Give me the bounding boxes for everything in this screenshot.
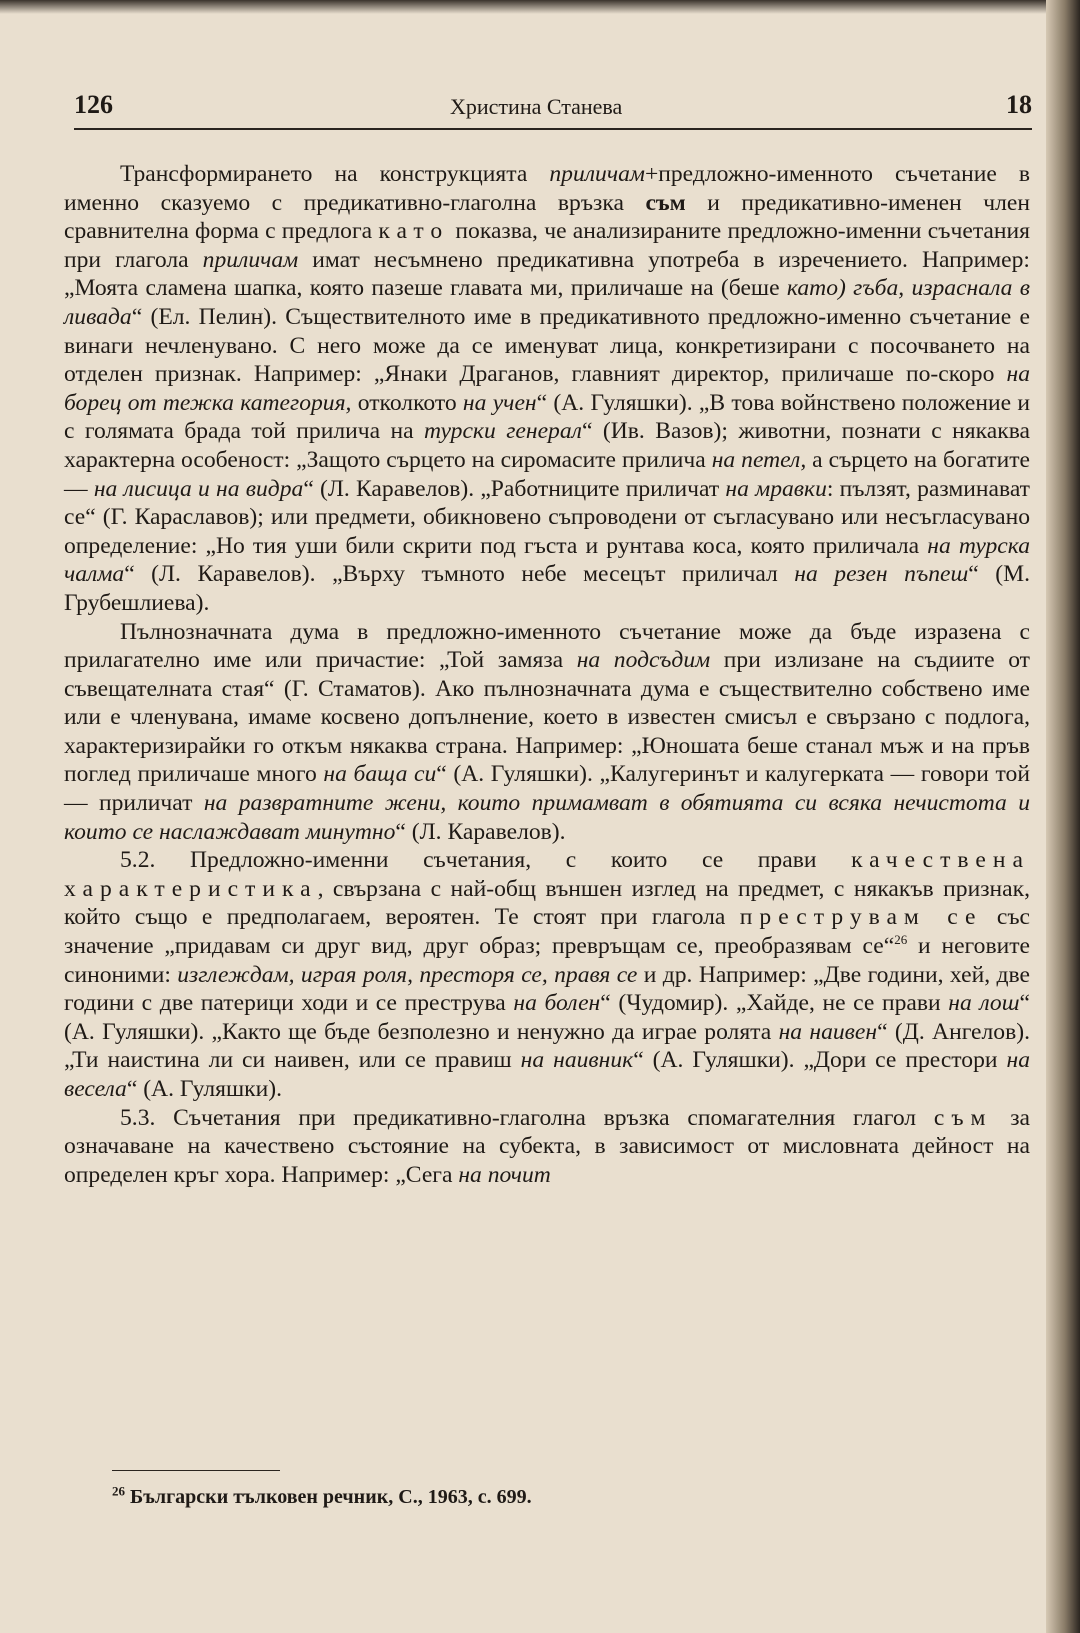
text-run: и др. Например: „Две години, хей, две години с две патерици ходи и се преструва xyxy=(64,961,1030,1017)
footnote-rule xyxy=(112,1470,280,1471)
text-run: +предложно-именното съчетание в именно сказуемо с предикативно-глаголна връзка xyxy=(64,161,1031,216)
text-run: за означаване на качествено състояние на субекта, в зависимост от мисловната дейност на определен кръг хора. Например: „Сега xyxy=(64,1104,1030,1188)
italic-text: на развратните жени, които примамват в обятията си всяка нечистота и които се наслаждават минутно xyxy=(64,790,1030,845)
italic-text: на лош xyxy=(948,990,1020,1017)
paragraph xyxy=(64,618,1030,847)
text-run: при излизане на съдиите от съвещателната стая“ (Г. Стаматов). Ако пълнозначната дума е съществително собствено име или е членувана, имаме косвено допълнение, което в известен смисъл е свързано с подлога, характеризирайки го откъм някаква страна. Например: „Юношата беше станал мъж и на пръв поглед приличаше много xyxy=(64,647,1030,788)
italic-text: на учен xyxy=(462,389,537,416)
text-run: “ (Д. Ангелов). „Ти наистина ли си наивен, или се правиш xyxy=(64,1018,1030,1074)
italic-text: на болен xyxy=(513,990,601,1017)
text-run: “ (А. Гуляшки). xyxy=(126,1076,283,1102)
italic-text: на борец от тежка категория, xyxy=(64,361,1030,416)
paragraph xyxy=(64,160,1030,618)
text-run: “ (Чудомир). „Хайде, не се прави xyxy=(600,990,949,1017)
footnote-text: Български тълковен речник, С., 1963, с. 699. xyxy=(125,1486,532,1508)
body-text xyxy=(64,160,1030,1189)
italic-text: на мравки xyxy=(725,475,827,502)
text-run: и предикативно-именен член сравнителна форма с предлога xyxy=(64,189,1030,245)
section-number: 18 xyxy=(1006,90,1032,119)
text-run: “ (Л. Каравелов). xyxy=(395,818,566,845)
footnote-ref: 26 xyxy=(894,932,908,948)
paragraph xyxy=(64,1104,1030,1190)
italic-text: на подсъдим xyxy=(576,647,711,674)
text-run: “ (М. Грубешлиева). xyxy=(64,561,1030,616)
header-rule xyxy=(74,128,1032,130)
text-run: : пълзят, разминават се“ (Г. Караславов); или предмети, обикновено съпроводени от съгласувано или несъгласувано определение: „Но тия уши били скрити под гъста и рунтава коса, която приличала xyxy=(64,475,1030,559)
italic-text: на лисица и на видра xyxy=(93,475,304,502)
spaced-text: съм xyxy=(933,1104,993,1131)
spaced-text: като xyxy=(378,218,450,245)
text-run: , свързана с най-общ външен изглед на предмет, с някакъв признак, който също е предполагаем, вероятен. Те стоят при глагола xyxy=(64,875,1030,931)
text-run: съм xyxy=(645,189,686,216)
text-run: Трансформирането на конструкцията xyxy=(120,161,550,187)
italic-text: на баща си xyxy=(323,761,437,788)
spaced-text: преструвам се xyxy=(739,904,983,931)
paragraph xyxy=(64,846,1030,1103)
italic-text: приличам xyxy=(202,246,299,273)
italic-text: като) гъба, израснала в ливада xyxy=(64,275,1030,330)
italic-text: на почит xyxy=(458,1161,551,1188)
text-run: а сърцето на богатите — xyxy=(64,446,1031,502)
text-run: “ (Ив. Вазов); животни, познати с някаква характерна особеност: „Защото сърцето на сиромасите прилича xyxy=(64,418,1030,473)
text-run: “ (А. Гуляшки). „Дори се престори xyxy=(633,1047,1007,1074)
text-run: “ (А. Гуляшки). „Както ще бъде безполезно и ненужно да играе ролята xyxy=(64,990,1030,1045)
italic-text: приличам xyxy=(549,161,645,187)
text-run: “ (А. Гуляшки). „В това войнствено положение и с голямата брада той прилича на xyxy=(64,389,1030,445)
italic-text: турски генерал xyxy=(424,418,582,445)
italic-text: изглеждам, играя роля, престоря се, правя се xyxy=(177,961,638,988)
text-run: Пълнозначната дума в предложно-именното съчетание може да бъде изразена с прилагателно име или причастие: „Той замяза xyxy=(64,618,1030,674)
text-run: “ (Ел. Пелин). Съществителното име в предикативното предложно-именно съчетание е винаги нечленувано. С него може да се именуват лица, конкретизирани с посочването на отделен признак. Например: „Янаки Драганов, главният директор, приличаше по-скоро xyxy=(64,303,1030,388)
text-run: и неговите синоними: xyxy=(64,933,1030,988)
page-number: 126 xyxy=(74,90,113,119)
text-run: “ (Л. Каравелов). „Работниците приличат xyxy=(303,475,726,502)
text-run: 5.2. Предложно-именни съчетания, с които се прави xyxy=(120,847,852,874)
text-run: 5.3. Съчетания при предикативно-глаголна връзка спомагателния глагол xyxy=(120,1104,934,1131)
footnote xyxy=(112,1483,992,1509)
text-run: имат несъмнено предикативна употреба в изречението. Например: „Моята сламена шапка, която пазеше главата ми, приличаше на (беше xyxy=(64,246,1030,302)
italic-text: на весела xyxy=(64,1047,1030,1102)
text-run: отколкото xyxy=(351,389,463,416)
text-run: със значение „придавам си друг вид, друг образ; превръщам се, преобразявам се“ xyxy=(64,904,1030,960)
spaced-text: качествена характеристика xyxy=(64,847,1030,902)
book-spine-edge xyxy=(1046,0,1080,1633)
italic-text: на резен пъпеш xyxy=(794,561,969,588)
italic-text: на наивен xyxy=(778,1018,878,1045)
running-title: Христина Станева xyxy=(450,94,623,119)
footnote-marker: 26 xyxy=(112,1483,125,1499)
page-top-shadow xyxy=(0,0,1080,14)
italic-text: на петел, xyxy=(711,446,807,473)
italic-text: на турска чалма xyxy=(64,532,1030,588)
page-header xyxy=(74,88,1032,124)
text-run: “ (Л. Каравелов). „Върху тъмното небе месецът приличал xyxy=(124,561,795,588)
text-run: “ (А. Гуляшки). „Калугеринът и калугерката — говори той — приличат xyxy=(64,761,1030,817)
italic-text: на наивник xyxy=(520,1047,634,1074)
text-run: показва, че анализираните предложно-именни съчетания при глагола xyxy=(64,218,1030,273)
